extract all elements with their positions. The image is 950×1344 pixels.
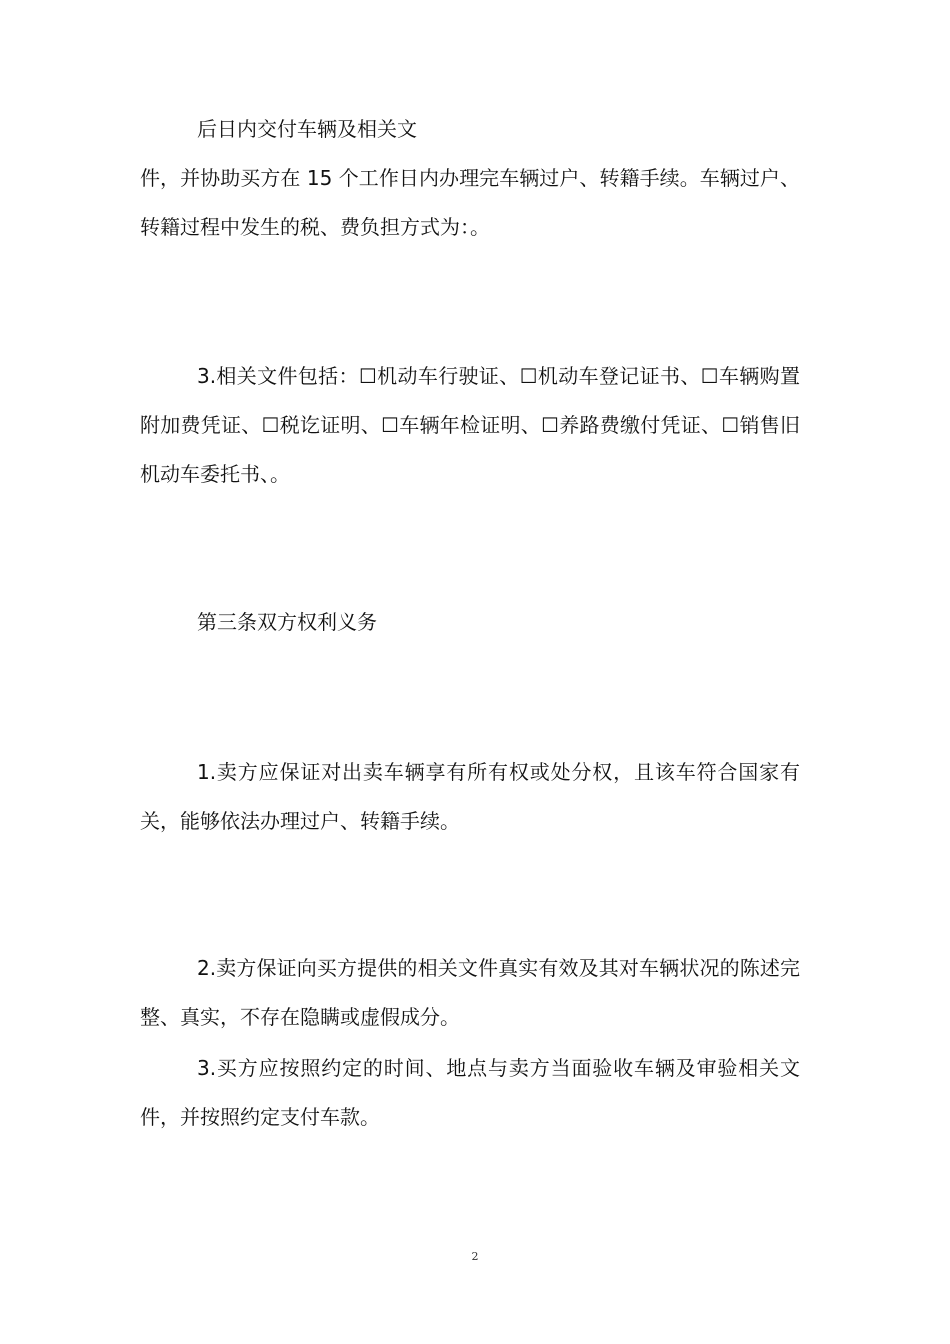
section-heading-rights-obligations: 第三条双方权利义务 bbox=[197, 610, 377, 634]
paragraph-delivery-fragment: 后日内交付车辆及相关文 bbox=[197, 117, 417, 141]
paragraph-transfer-procedure: 件，并协助买方在 15 个工作日内办理完车辆过户、转籍手续。车辆过户、转籍过程中发生的税、费负担方式为：。 bbox=[140, 166, 800, 239]
paragraph-seller-ownership: 1.卖方应保证对出卖车辆享有所有权或处分权，且该车符合国家有关，能够依法办理过户、转籍手续。 bbox=[140, 760, 800, 833]
paragraph-buyer-inspection: 3.买方应按照约定的时间、地点与卖方当面验收车辆及审验相关文件，并按照约定支付车款。 bbox=[140, 1056, 800, 1129]
paragraph-related-documents: 3.相关文件包括：☐机动车行驶证、☐机动车登记证书、☐车辆购置附加费凭证、☐税讫证明、☐车辆年检证明、☐养路费缴付凭证、☐销售旧机动车委托书、。 bbox=[140, 364, 800, 486]
paragraph-seller-guarantee: 2.卖方保证向买方提供的相关文件真实有效及其对车辆状况的陈述完整、真实，不存在隐瞒或虚假成分。 bbox=[140, 956, 800, 1029]
page-number: 2 bbox=[471, 1250, 479, 1263]
